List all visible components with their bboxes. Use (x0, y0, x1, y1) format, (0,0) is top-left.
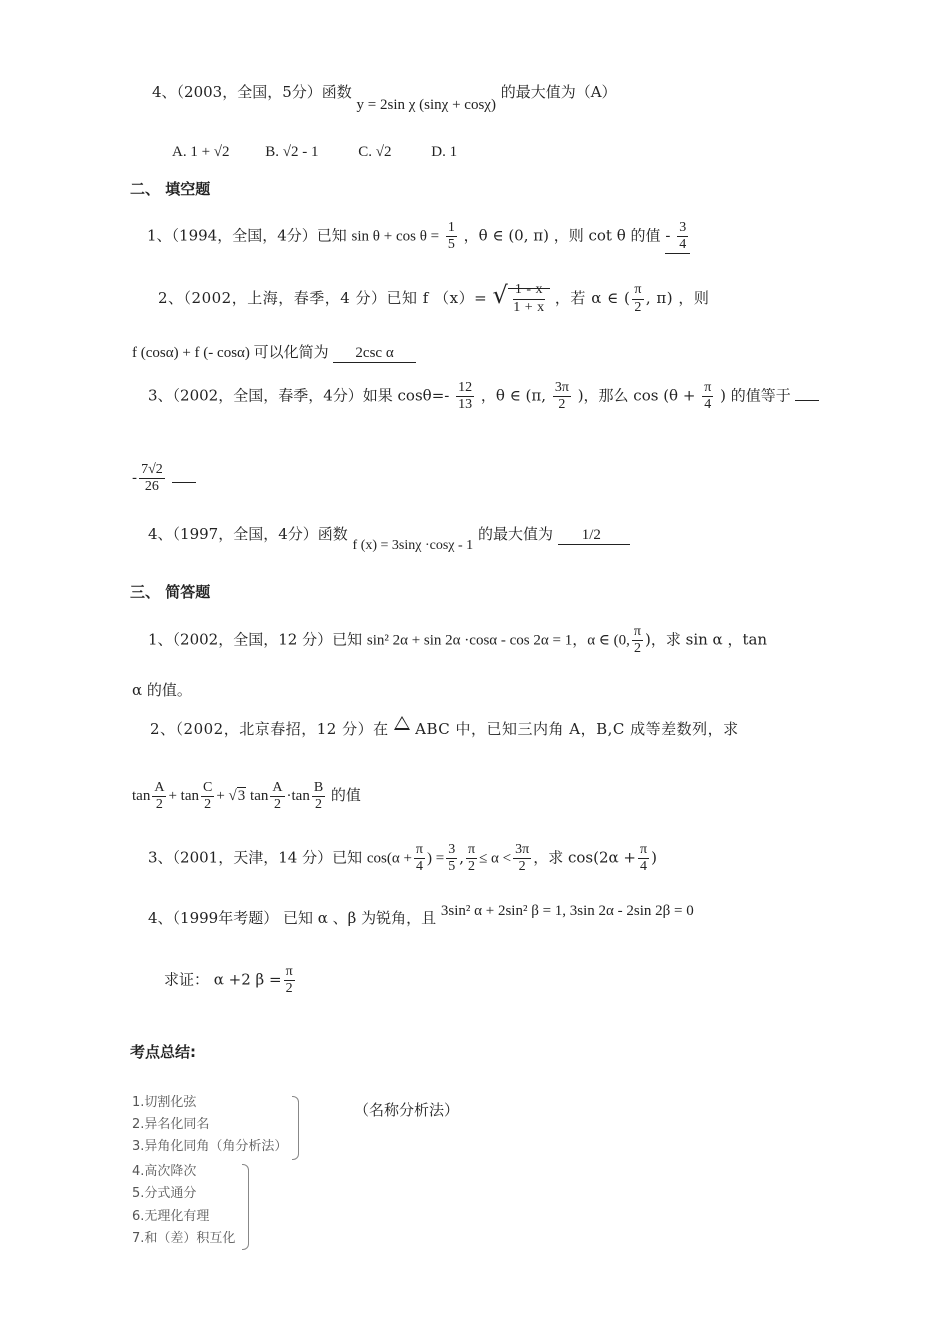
q4-formula: y = 2sin χ (sinχ + cosχ) (356, 97, 496, 113)
option-c: C. √2 (358, 144, 392, 160)
fill-q4-prefix: 4、（1997，全国，4分）函数 (148, 525, 348, 543)
short-q1-line2: α 的值。 (132, 681, 192, 699)
fill-q3-prefix: 3、（2002，全国，春季，4分）如果 cosθ=- (148, 386, 450, 405)
brace-group-1 (292, 1096, 299, 1160)
fill-q1-prefix: 1、（1994，全国，4分）已知 (147, 226, 347, 245)
fill-q2-tail: , π) ，则 (645, 289, 710, 307)
summary-item: 7.和（差）积互化 (132, 1231, 236, 1246)
answer-blank (795, 400, 819, 401)
answer-blank: 1/2 (558, 527, 630, 545)
section-title-short: 三、 简答题 (130, 583, 211, 601)
short-q2-prefix: 2、（2002，北京春招，12 分）在 (150, 720, 389, 738)
summary-item: 5.分式通分 (132, 1186, 197, 1201)
fill-q1 (147, 220, 690, 254)
fill-q4-formula: f (x) = 3sinχ ·cosχ - 1 (352, 538, 474, 553)
sqrt-symbol: √ (492, 281, 509, 309)
fill-q1-math: sin θ + cos θ = (351, 228, 440, 245)
q4-options (172, 144, 457, 161)
option-a: A. 1 + √2 (172, 144, 230, 160)
short-q2 (150, 720, 739, 738)
option-b: B. √2 - 1 (265, 144, 319, 160)
summary-item: 4.高次降次 (132, 1164, 197, 1179)
answer-blank: 2csc α (333, 345, 415, 363)
short-q4-prove: 求证： α +2 β = $\frac{\pi}{2}$ (164, 964, 293, 997)
summary-item: 1.切割化弦 (132, 1095, 197, 1110)
brace-group-2 (242, 1164, 249, 1250)
summary-title: 考点总结: (130, 1043, 196, 1061)
prove-text: 求证： α +2 β = (164, 970, 282, 989)
q4-mc (152, 83, 617, 113)
fill-q3-mid1: ，θ ∈ (π, (480, 386, 547, 405)
q4-suffix: 的最大值为（A） (500, 83, 617, 101)
fill-q4 (148, 525, 630, 553)
section-title-fill: 二、 填空题 (130, 180, 211, 198)
summary-item: 6.无理化有理 (132, 1209, 210, 1224)
short-q3: 3、（2001，天津，14 分）已知 cos(α + $\frac{\pi}{4}$ ) = $\frac{3}{5}$ , $\frac{\pi}{2}$ ≤ α < $\frac{3\pi}{2}$ ，求 cos(2α + $\frac{\pi}{4}$ ) (148, 842, 657, 875)
answer-blank: - $\frac{3}{4}$ (665, 220, 690, 254)
short-q4 (148, 903, 694, 928)
short-q1-prefix: 1、（2002，全国，12 分）已知 (148, 630, 363, 649)
summary-label: （名称分析法） (354, 1101, 460, 1119)
summary-item: 2.异名化同名 (132, 1117, 210, 1132)
q4-prefix: 4、（2003，全国，5分）函数 (152, 83, 352, 101)
fill-q2-prefix: 2、（2002，上海，春季，4 分）已知 f （x）= (158, 289, 488, 307)
fill-q3-mid3: ) 的值等于 (720, 386, 791, 405)
short-q3-prefix: 3、（2001，天津，14 分）已知 (148, 848, 363, 867)
fraction: $\frac{1}{5}$ (447, 220, 455, 253)
short-q1-formula: sin² 2α + sin 2α ·cosα - cos 2α = 1，α ∈ (0, (366, 632, 630, 649)
fill-q2-line2 (132, 344, 416, 363)
fill-q3: 3、（2002，全国，春季，4分）如果 cosθ=- $\frac{12}{13}$ ，θ ∈ (π, $\frac{3\pi}{2}$ )，那么 cos (θ + $\frac{\pi}{4}$ ) 的值等于 (148, 380, 819, 413)
short-q2-tail: 的值 (330, 786, 361, 805)
short-q1: 1、（2002，全国，12 分）已知 sin² 2α + sin 2α ·cosα - cos 2α = 1，α ∈ (0, $\frac{\pi}{2}$ )，求 sin α ，tan (148, 624, 768, 657)
fill-q3-mid2: )，那么 cos (θ + (577, 386, 696, 405)
short-q4-prefix: 4、（1999年考题） 已知 α 、β 为锐角，且 (148, 909, 437, 927)
summary-item: 3.异角化同角（角分析法） (132, 1139, 288, 1154)
fill-q2-line2-text: f (cosα) + f (- cosα) 可以化简为 (132, 345, 329, 361)
fill-q3-answer: - $\frac{7√2}{26}$ (132, 462, 196, 495)
fill-q4-mid: 的最大值为 (477, 525, 553, 543)
short-q2-formula: tan $\frac{A}{2}$ + tan $\frac{C}{2}$ + √3 tan $\frac{A}{2}$ ·tan $\frac{B}{2}$ 的值 (132, 780, 361, 813)
option-d: D. 1 (431, 144, 458, 160)
fill-q1-mid: ，θ ∈ (0, π) ，则 cot θ 的值 (463, 226, 661, 245)
fill-q2-mid: ，若 α ∈ ( (554, 289, 631, 307)
short-q2-mid: ABC 中，已知三内角 A，B,C 成等差数列，求 (415, 720, 739, 738)
fill-q2: 2、（2002，上海，春季，4 分）已知 f （x）= √ $\frac{1 - x}{1 + x}$ ，若 α ∈ ( $\frac{\pi}{2}$ , π) ，则 (158, 281, 710, 315)
triangle-icon (394, 716, 410, 730)
short-q4-formula: 3sin² α + 2sin² β = 1, 3sin 2α - 2sin 2β = 0 (440, 903, 694, 919)
short-q1-mid: )，求 sin α ，tan (645, 630, 768, 649)
